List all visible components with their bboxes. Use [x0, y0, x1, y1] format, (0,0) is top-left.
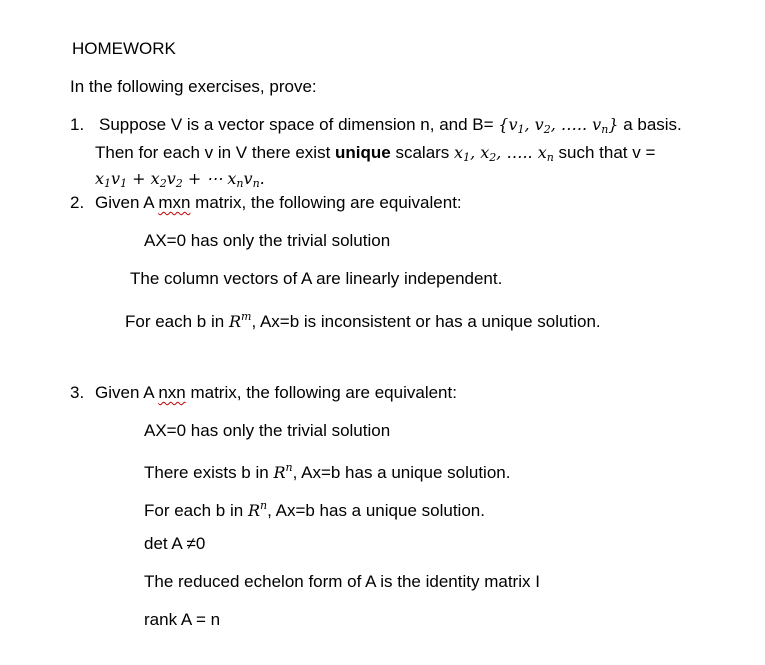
- linear-combination: $x_1v_1 + x_2v_2$ + ⋯ $x_nv_n$.: [95, 169, 265, 190]
- math-R-m: $R^m$: [228, 310, 252, 331]
- exercise-3-title: 3. Given A nxn matrix, the following are equivalent:: [70, 383, 457, 402]
- exercise-3-item-5: The reduced echelon form of A is the identity matrix I: [144, 572, 540, 591]
- exercise-2-title: 2. Given A mxn matrix, the following are equivalent:: [70, 193, 462, 212]
- exercise-3-item-6: rank A = n: [144, 610, 221, 629]
- exercise-3-number: 3.: [70, 383, 85, 402]
- scalars-list: $x_1$, $x_2$, ….. $x_n$: [454, 143, 554, 164]
- exercise-1-number: 1.: [70, 115, 85, 134]
- spellcheck-word-mxn: mxn: [158, 193, 191, 212]
- exercise-2-item-1: AX=0 has only the trivial solution: [144, 231, 391, 250]
- intro-text: In the following exercises, prove:: [70, 77, 317, 96]
- spellcheck-word-nxn: nxn: [158, 383, 186, 402]
- exercise-3-item-2: There exists b in $R^n$, Ax=b has a unique solution.: [144, 461, 511, 482]
- exercise-2-item-3: For each b in $R^m$, Ax=b is inconsistent or has a unique solution.: [125, 310, 601, 331]
- basis-set: {$v_1$, $v_2$, ….. $v_n$}: [498, 115, 619, 136]
- exercise-2-number: 2.: [70, 193, 85, 212]
- exercise-3-item-3: For each b in $R^n$, Ax=b has a unique solution.: [144, 499, 485, 520]
- exercise-1-line-3: [95, 168, 265, 195]
- exercise-3-item-4: det A ≠0: [144, 534, 206, 553]
- exercise-1-line-2: Then for each v in V there exist unique scalars $x_1$, $x_2$, ….. $x_n$ such that v =: [95, 143, 656, 164]
- heading: HOMEWORK: [72, 39, 176, 58]
- exercise-2-item-2: The column vectors of A are linearly independent.: [130, 269, 503, 288]
- math-R-n: $R^n$: [247, 499, 268, 520]
- math-R-n: $R^n$: [273, 461, 293, 482]
- exercise-1-line-1: 1. Suppose V is a vector space of dimension n, and $B= \{v_1$, $v_2$, ….. $v_n$} a basis.: [70, 115, 682, 136]
- exercise-3-item-1: AX=0 has only the trivial solution: [144, 421, 391, 440]
- bold-unique: unique: [335, 143, 391, 162]
